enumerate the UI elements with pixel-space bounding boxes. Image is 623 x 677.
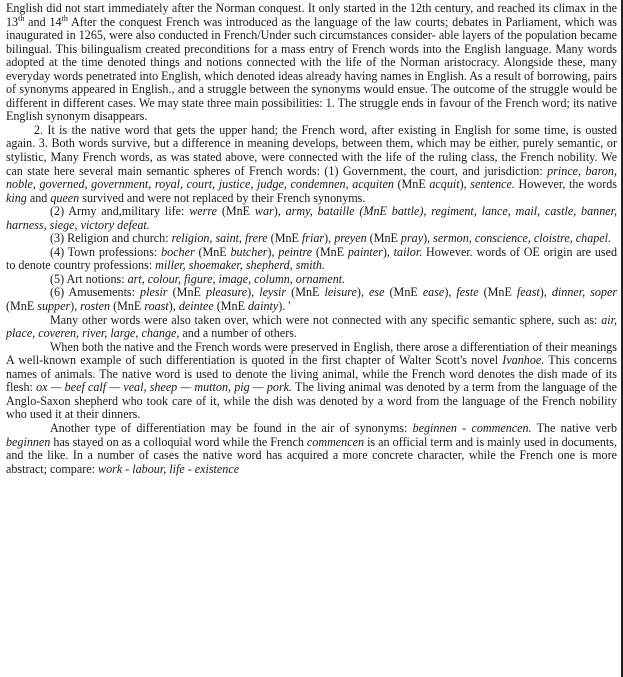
- italic-term: werre: [189, 204, 217, 219]
- italic-term: war: [254, 204, 274, 219]
- text-run: (MnE: [267, 231, 302, 246]
- text-run: English did not start immediately after the Norman conquest. It only started in the 12th century, and reached its climax in the 13: [6, 1, 617, 29]
- text-run: is an official term and is mainly used in documents, and the like. In a number of cases the native word has acquired a more concrete character, while the French one is more abstract; compare:: [6, 434, 617, 476]
- italic-term: roast: [144, 299, 169, 314]
- italic-term: feste: [456, 285, 479, 300]
- text-run: (MnE: [213, 299, 248, 314]
- text-run: has stayed on as a colloquial word while the French: [50, 434, 307, 449]
- italic-term: sermon, conscience, cloistre, chapel.: [433, 231, 612, 246]
- text-run: ),: [324, 231, 335, 246]
- italic-term: beginnen: [6, 434, 51, 449]
- italic-term: prince, baron, noble, governed, government, royal, court, justice, judge, condemnen, acquiten: [6, 163, 617, 192]
- text-run: survived and were not replaced by their French synonyms.: [79, 190, 366, 205]
- italic-term: ease: [422, 285, 445, 300]
- italic-term: religion, saint, frere: [171, 231, 268, 246]
- italic-term: ese: [369, 285, 385, 300]
- text-run: 2. It is the native word that gets the upper hand; the French word, after existing in English for some time, is ousted again. 3. Both words survive, but a difference in meaning develops, between them, which may be either, purely semantic, or stylistic, Many French words, as was stated above, were connected with the life of the ruling class, the French nobility. We can state here several main semantic spheres of French words: (1) Government, the court, and jurisdiction:: [6, 122, 617, 178]
- text-run: (MnE: [110, 299, 145, 314]
- paragraph-p4: [6, 232, 617, 246]
- text-run: ),: [356, 285, 370, 300]
- text-run: (MnE: [384, 285, 423, 300]
- italic-term: commencen: [306, 434, 365, 449]
- italic-term: peintre: [278, 244, 313, 259]
- paragraph-p2: [6, 124, 617, 205]
- italic-term: bocher: [161, 244, 195, 259]
- text-run: Another type of differentiation may be found in the air of synonyms:: [50, 420, 413, 435]
- text-run: ),: [70, 299, 81, 314]
- text-run: (6) Amusements:: [50, 285, 141, 300]
- italic-term: army, bataille (MnE battle), regiment, lance, mail, castle, banner, harness, siege, victory defeat.: [6, 204, 617, 232]
- text-run: ),: [168, 299, 179, 314]
- text-run: (MnE: [366, 231, 401, 246]
- text-run: However, the words: [514, 177, 618, 192]
- text-run: (MnE: [286, 285, 325, 300]
- italic-term: leisure: [324, 285, 357, 300]
- italic-term: pray: [400, 231, 424, 246]
- italic-term: beginnen - commencen.: [412, 420, 532, 435]
- italic-term: work - labour, life - existence: [98, 461, 240, 476]
- text-run: When both the native and the French words were preserved in English, there arose a differentiation of their meanings A well-known example of such differentiation is quoted in the first chapter of Walter Scott's novel: [6, 339, 617, 368]
- italic-term: deintee: [178, 299, 214, 314]
- superscript-ordinal: th: [61, 13, 68, 23]
- italic-term: miller, shoemaker, shepherd, smith.: [155, 258, 325, 273]
- italic-term: feast: [516, 285, 540, 300]
- text-run: ),: [382, 244, 394, 259]
- italic-term: dainty: [248, 299, 279, 314]
- text-run: and a number of others.: [179, 326, 297, 341]
- text-run: (MnE: [312, 244, 348, 259]
- italic-term: plesir: [140, 285, 168, 300]
- text-run: (MnE: [217, 204, 255, 219]
- text-run: ),: [273, 204, 286, 219]
- italic-term: air, place, coveren, river, large, change,: [6, 312, 617, 341]
- text-run: ),: [539, 285, 552, 300]
- paragraph-p1: [6, 2, 617, 124]
- paragraph-p6: [6, 273, 617, 287]
- paragraph-p3: [6, 205, 617, 232]
- italic-term: preyen: [334, 231, 367, 246]
- text-run: (MnE: [167, 285, 206, 300]
- text-run: The native verb: [531, 420, 617, 435]
- italic-term: sentence.: [470, 177, 515, 192]
- text-run: ),: [459, 177, 471, 192]
- text-run: (MnE: [6, 299, 38, 314]
- text-run: and: [26, 190, 51, 205]
- italic-term: dinner, soper: [551, 285, 618, 300]
- text-run: (3) Religion and church:: [50, 231, 172, 246]
- text-run: (MnE: [194, 244, 231, 259]
- text-run: The living animal was denoted by a term from the language of the Anglo-Saxon shepherd who took care of it, while the dish was denoted by a word from the language of the French nobility who used it at their dinners.: [6, 380, 617, 422]
- italic-term: tailor.: [393, 244, 423, 259]
- italic-term: painter: [347, 244, 383, 259]
- text-run: (MnE: [393, 177, 430, 192]
- italic-term: art, colour, figure, image, column, ornament.: [127, 271, 346, 286]
- text-run: ). ': [278, 299, 291, 314]
- italic-term: queen: [50, 190, 80, 205]
- paragraph-p5: [6, 246, 617, 273]
- italic-term: pleasure: [205, 285, 248, 300]
- text-run: and 14: [24, 14, 62, 29]
- text-run: (5) Art notions:: [50, 271, 128, 286]
- superscript-ordinal: th: [18, 13, 25, 23]
- text-run: ),: [423, 231, 434, 246]
- paragraph-p8: [6, 314, 617, 341]
- text-run: (4) Town professions:: [50, 244, 162, 259]
- text-run: After the conquest French was introduced as the language of the law courts; debates in Parliament, which was inaugurated in 1265, were also conducted in French/Under such circumstances consider- able layers of the population became bilingual. This bilingualism created preconditions for a mass entry of French words into the English language. Many words adopted at the time denoted things and notions connected with the life of the Norman aristocracy. Alongside these, many everyday words penetrated into English, which denoted ideas already having names in English. As a result of borrowing, pairs of synonyms appeared in English., and a struggle between the synonyms would ensue. The outcome of the struggle would be different in different cases. We may state three main possibilities: 1. The struggle ends in favour of the French word; its native English synonym disappears.: [6, 14, 617, 124]
- text-run: ),: [247, 285, 260, 300]
- text-run: ),: [444, 285, 457, 300]
- text-run: ),: [267, 244, 279, 259]
- italic-term: acquit: [429, 177, 460, 192]
- italic-term: butcher: [230, 244, 268, 259]
- italic-term: friar: [301, 231, 325, 246]
- italic-term: king: [6, 190, 27, 205]
- text-run: (MnE: [478, 285, 517, 300]
- text-run: However. words of OE origin are used to denote country professions:: [6, 244, 618, 273]
- italic-term: supper: [37, 299, 71, 314]
- paragraph-p9: [6, 341, 617, 422]
- italic-term: leysir: [259, 285, 287, 300]
- italic-term: Ivanhoe.: [502, 353, 545, 368]
- paragraph-p10: [6, 422, 617, 476]
- text-run: This concerns names of animals. The native word is used to denote the living animal, while the French word denotes the dish made of its flesh:: [6, 353, 617, 395]
- text-run: Many other words were also taken over, which were not connected with any specific semantic sphere, such as:: [50, 312, 602, 327]
- paragraph-p7: [6, 286, 617, 313]
- text-run: (2) Army and,military life:: [50, 204, 190, 219]
- italic-term: ox — beef calf — veal, sheep — mutton, pig — pork.: [36, 380, 293, 395]
- italic-term: rosten: [80, 299, 111, 314]
